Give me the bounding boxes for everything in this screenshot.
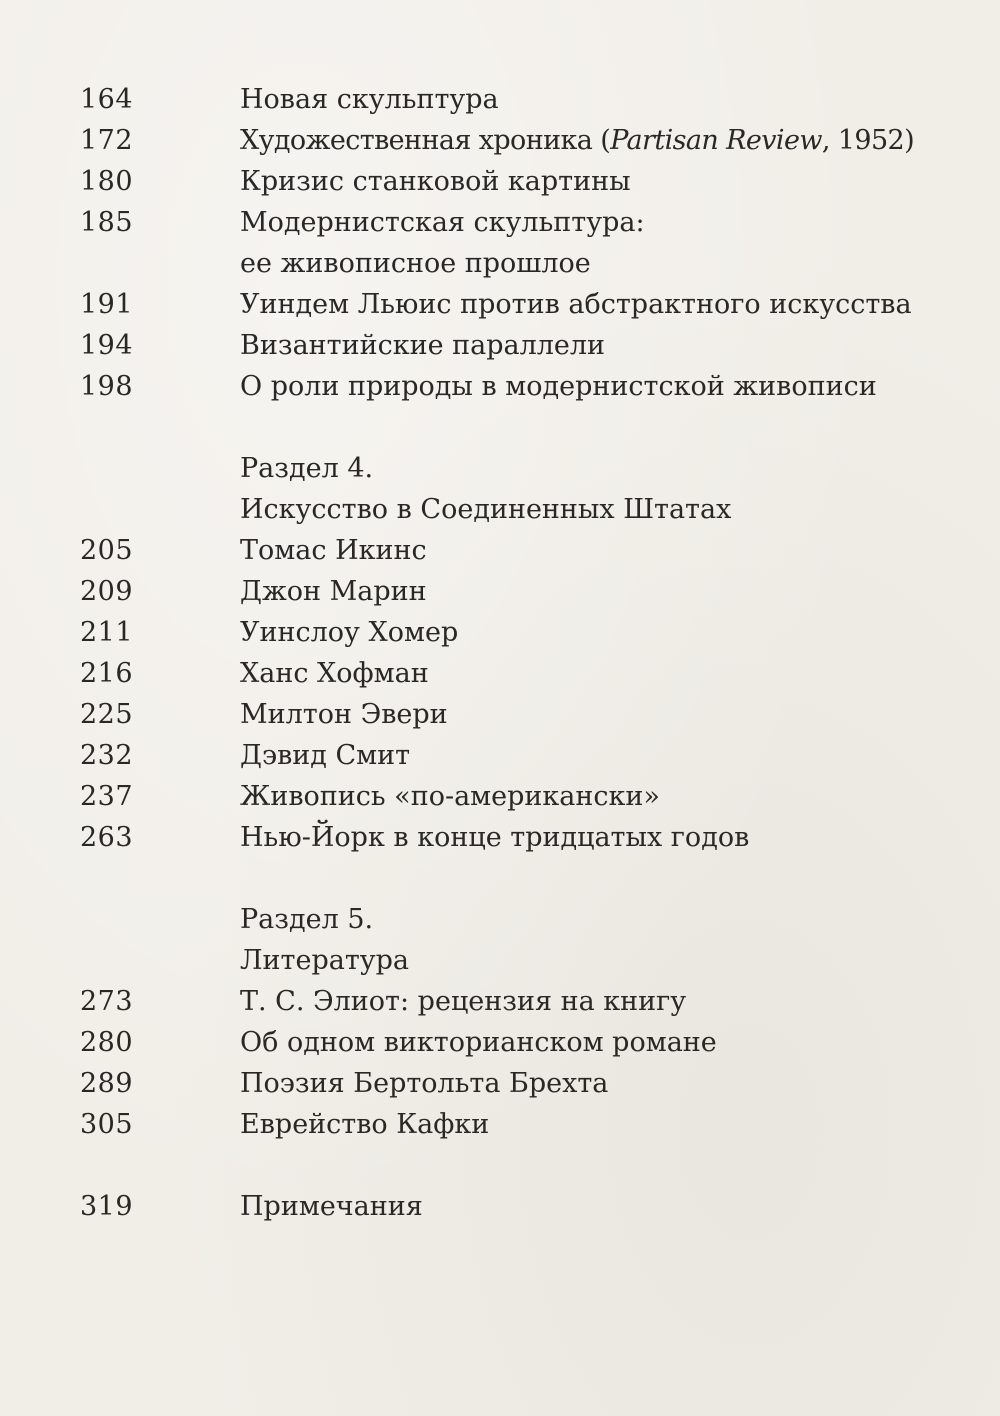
toc-entry [0,612,1000,653]
page-number: 289 [80,1068,134,1099]
toc-entry-notes [0,1186,1000,1227]
toc-entry [0,1063,1000,1104]
section-heading [0,899,1000,940]
toc-entry [0,120,1000,161]
page-number: 232 [80,740,134,771]
page-number: 185 [80,207,134,238]
entry-title: Еврейство Кафки [240,1109,490,1140]
entry-title: Милтон Эвери [240,699,448,730]
entry-title: Кризис станковой картины [240,166,631,197]
entry-title: Ханс Хофман [240,658,429,689]
entry-title: Живопись «по-американски» [240,781,660,812]
toc-entry [0,79,1000,120]
page-number: 305 [80,1109,134,1140]
toc-entry [0,161,1000,202]
page-number: 216 [80,658,134,689]
toc-entry [0,530,1000,571]
entry-title: Дэвид Смит [240,740,411,771]
page-number: 209 [80,576,134,607]
page-number: 194 [80,330,134,361]
section-heading [0,940,1000,981]
page-number: 273 [80,986,134,1017]
page-number: 211 [80,617,134,648]
entry-title: Т. С. Элиот: рецензия на книгу [240,986,687,1017]
toc-entry [0,776,1000,817]
section-label: Раздел 5. [240,904,374,935]
page-number: 205 [80,535,134,566]
toc-entry [0,694,1000,735]
page-number: 180 [80,166,134,197]
toc-entry [0,735,1000,776]
page-number: 198 [80,371,134,402]
section-heading [0,489,1000,530]
entry-title: Примечания [240,1191,423,1222]
page-number: 263 [80,822,134,853]
journal-name: Partisan Review [610,125,822,156]
page-number: 319 [80,1191,134,1222]
section-gap [0,407,1000,448]
page-number: 191 [80,289,134,320]
entry-title: Об одном викторианском романе [240,1027,717,1058]
page-number: 237 [80,781,134,812]
entry-title-text: Художественная хроника ( [240,125,611,156]
entry-title: Уиндем Льюис против абстрактного искусства [240,289,912,320]
section-title: Литература [240,945,410,976]
entry-title: Византийские параллели [240,330,606,361]
entry-title: Томас Икинс [240,535,427,566]
page-number: 164 [80,84,134,115]
toc-entry [0,366,1000,407]
toc-entry [0,981,1000,1022]
entry-title: О роли природы в модернистской живописи [240,371,877,402]
entry-title-year: , 1952) [821,125,915,156]
section-label: Раздел 4. [240,453,374,484]
section-gap [0,858,1000,899]
entry-title [240,120,914,161]
entry-title: Нью-Йорк в конце тридцатых годов [240,822,750,853]
entry-title: Новая скульптура [240,84,499,115]
entry-title-line2: ее живописное прошлое [240,248,591,279]
toc-entry [0,202,1000,243]
section-title: Искусство в Соединенных Штатах [240,494,732,525]
page-number: 225 [80,699,134,730]
toc-entry [0,1104,1000,1145]
page-number: 280 [80,1027,134,1058]
toc-entry-continuation [0,243,1000,284]
toc-entry [0,653,1000,694]
entry-title: Поэзия Бертольта Брехта [240,1068,609,1099]
entry-title: Джон Марин [240,576,427,607]
table-of-contents [0,79,1000,1227]
page-number: 172 [80,125,134,156]
section-gap [0,1145,1000,1186]
section-heading [0,448,1000,489]
toc-entry [0,325,1000,366]
toc-entry [0,571,1000,612]
toc-entry [0,284,1000,325]
entry-title: Модернистская скульптура: [240,207,645,238]
toc-entry [0,817,1000,858]
entry-title: Уинслоу Хомер [240,617,459,648]
toc-entry [0,1022,1000,1063]
